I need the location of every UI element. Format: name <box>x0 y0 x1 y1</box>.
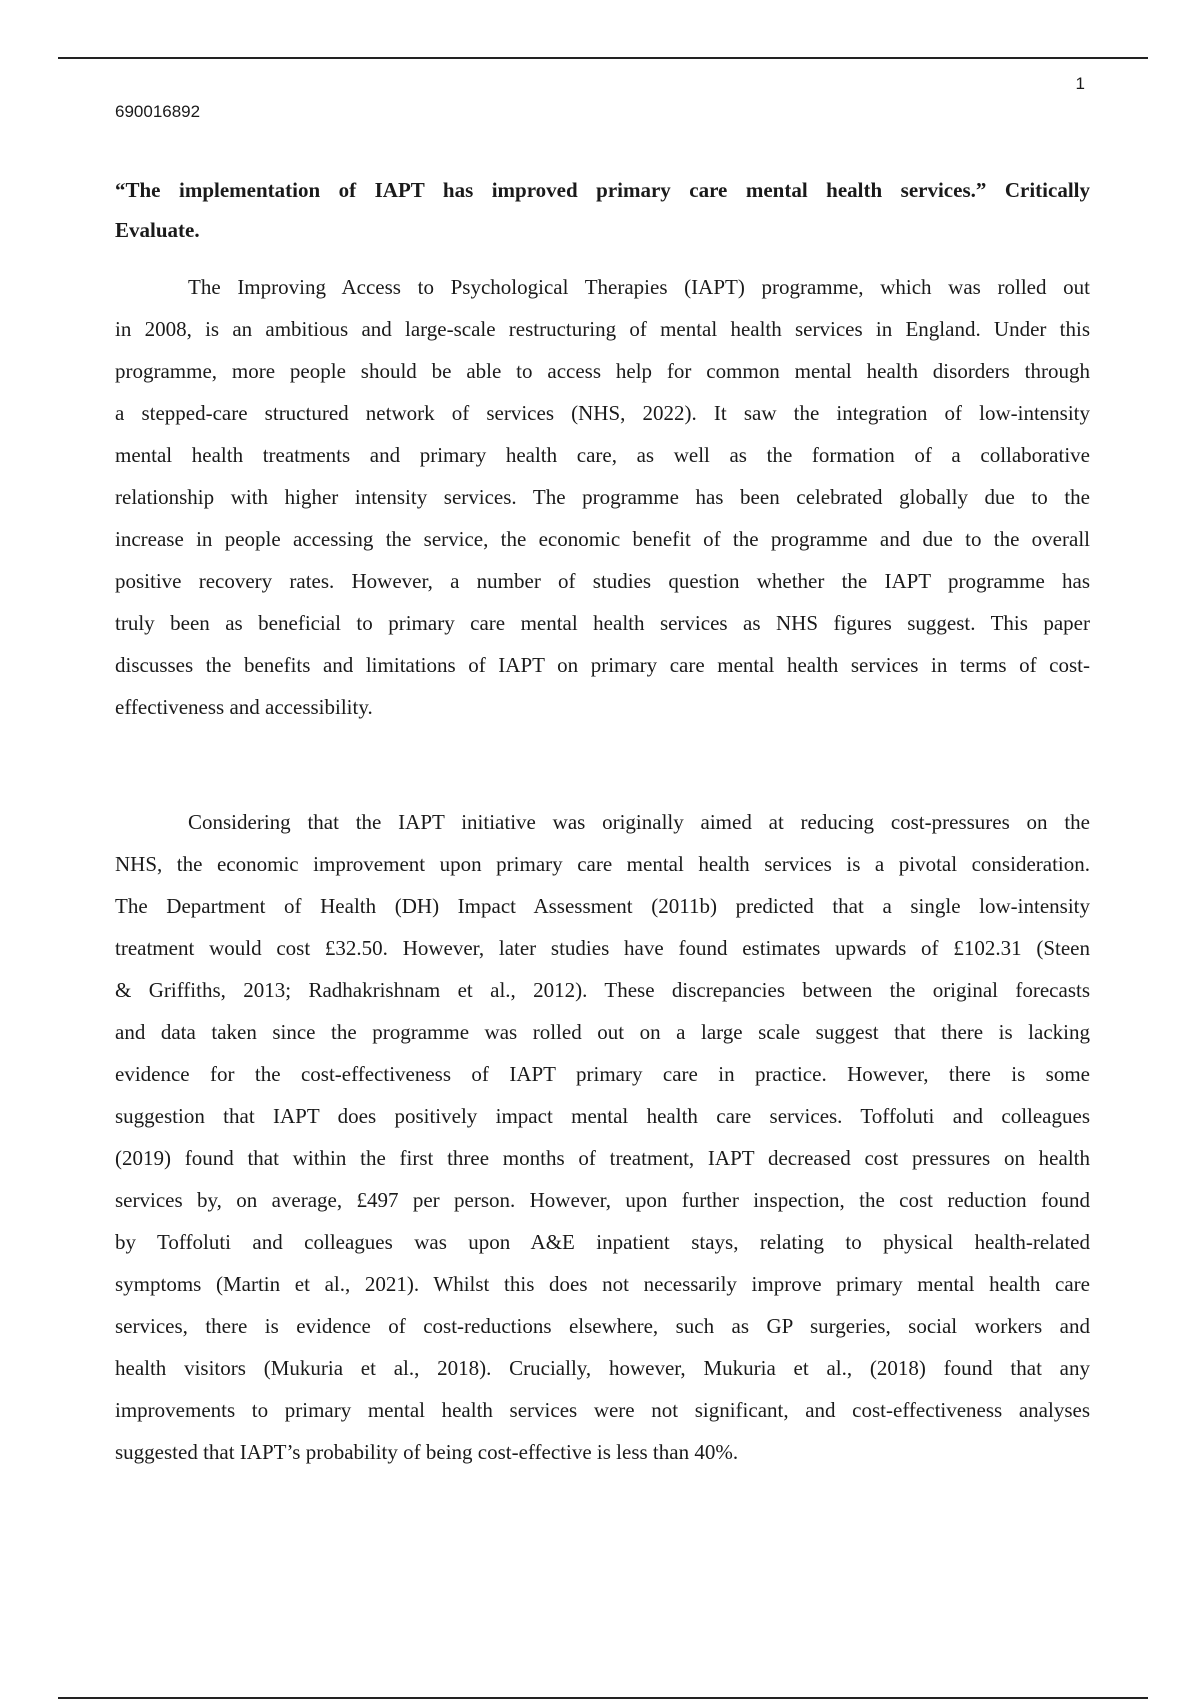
paragraph-line: programme, more people should be able to access help for common mental health disorders through <box>115 359 1090 383</box>
paragraph-line: services, there is evidence of cost-reductions elsewhere, such as GP surgeries, social workers and <box>115 1314 1090 1338</box>
paragraph-line: relationship with higher intensity services. The programme has been celebrated globally due to the <box>115 485 1090 509</box>
title-line: Evaluate. <box>115 218 200 242</box>
paragraph-line: by Toffoluti and colleagues was upon A&E inpatient stays, relating to physical health-related <box>115 1230 1090 1254</box>
header-rule <box>58 57 1148 59</box>
paragraph-line: NHS, the economic improvement upon primary care mental health services is a pivotal consideration. <box>115 852 1090 876</box>
paragraph-line: increase in people accessing the service, the economic benefit of the programme and due to the overall <box>115 527 1090 551</box>
paragraph-line: in 2008, is an ambitious and large-scale restructuring of mental health services in England. Under this <box>115 317 1090 341</box>
paragraph-line: mental health treatments and primary health care, as well as the formation of a collaborative <box>115 443 1090 467</box>
paragraph-line: The Department of Health (DH) Impact Assessment (2011b) predicted that a single low-intensity <box>115 894 1090 918</box>
paragraph-line: & Griffiths, 2013; Radhakrishnam et al., 2012). These discrepancies between the original forecasts <box>115 978 1090 1002</box>
paragraph-line: symptoms (Martin et al., 2021). Whilst this does not necessarily improve primary mental health care <box>115 1272 1090 1296</box>
paragraph-line: discusses the benefits and limitations of IAPT on primary care mental health services in terms of cost- <box>115 653 1090 677</box>
paragraph-introduction <box>115 266 1090 728</box>
paragraph-line: (2019) found that within the first three months of treatment, IAPT decreased cost pressures on health <box>115 1146 1090 1170</box>
student-id: 690016892 <box>115 102 201 121</box>
paragraph-line: improvements to primary mental health services were not significant, and cost-effectiveness analyses <box>115 1398 1090 1422</box>
paragraph-line: suggested that IAPT’s probability of being cost-effective is less than 40%. <box>115 1440 739 1464</box>
paragraph-line: evidence for the cost-effectiveness of IAPT primary care in practice. However, there is some <box>115 1062 1090 1086</box>
paragraph-cost-effectiveness <box>115 801 1090 1473</box>
paragraph-line: treatment would cost £32.50. However, later studies have found estimates upwards of £102.31 (Steen <box>115 936 1090 960</box>
paragraph-line: a stepped-care structured network of services (NHS, 2022). It saw the integration of low-intensity <box>115 401 1090 425</box>
paragraph-line: and data taken since the programme was rolled out on a large scale suggest that there is lacking <box>115 1020 1090 1044</box>
title-line: “The implementation of IAPT has improved primary care mental health services.” Critically <box>115 178 1090 202</box>
page-number: 1 <box>1075 74 1085 93</box>
paragraph-line: The Improving Access to Psychological Therapies (IAPT) programme, which was rolled out <box>188 275 1090 299</box>
paragraph-line: services by, on average, £497 per person. However, upon further inspection, the cost reduction found <box>115 1188 1090 1212</box>
paragraph-line: Considering that the IAPT initiative was originally aimed at reducing cost-pressures on the <box>188 810 1090 834</box>
paragraph-line: positive recovery rates. However, a number of studies question whether the IAPT programme has <box>115 569 1090 593</box>
paragraph-line: suggestion that IAPT does positively impact mental health care services. Toffoluti and colleagues <box>115 1104 1090 1128</box>
footer-rule <box>58 1697 1148 1699</box>
paragraph-line: health visitors (Mukuria et al., 2018). Crucially, however, Mukuria et al., (2018) found that any <box>115 1356 1090 1380</box>
essay-title <box>115 170 1090 250</box>
paragraph-line: effectiveness and accessibility. <box>115 695 373 719</box>
paragraph-line: truly been as beneficial to primary care mental health services as NHS figures suggest. This paper <box>115 611 1090 635</box>
